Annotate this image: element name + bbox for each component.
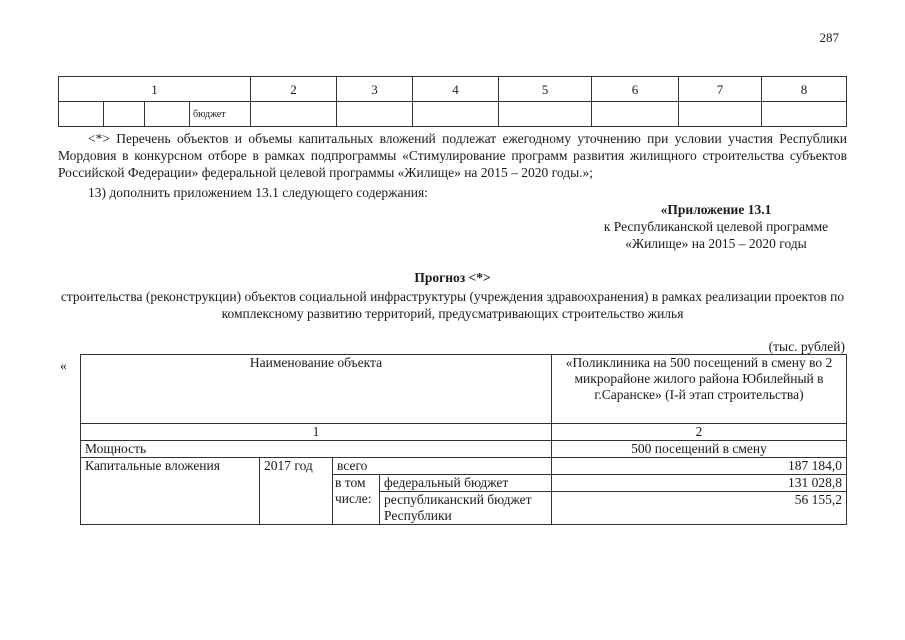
empty-cell <box>145 102 190 127</box>
federal-value: 131 028,8 <box>552 475 847 492</box>
item-13-paragraph: 13) дополнить приложением 13.1 следующего содержания: <box>88 185 428 200</box>
column-number: 4 <box>413 77 499 102</box>
republic-label: республиканский бюджет Республики <box>380 492 552 525</box>
forecast-table <box>80 354 847 525</box>
table-row <box>81 458 847 475</box>
appendix-title: «Приложение 13.1 <box>660 202 772 217</box>
empty-cell <box>552 510 847 525</box>
table-header-row <box>59 77 847 102</box>
empty-cell <box>251 102 337 127</box>
column-number: 3 <box>337 77 413 102</box>
year-cell: 2017 год <box>260 458 333 525</box>
empty-cell <box>679 102 762 127</box>
footnote-paragraph: <*> Перечень объектов и объемы капитальных вложений подлежат ежегодному уточнению при условии участия Республики Мордовия в конкурсном отборе в рамках подпрограммы «Стимулирование программ развития жилищного строительства субъектов Российской Федерации» федеральной целевой программы «Жилище» на 2015 – 2020 годы.»; <box>58 131 847 180</box>
total-value: 187 184,0 <box>552 458 847 475</box>
empty-cell <box>413 102 499 127</box>
open-quote: « <box>60 358 67 373</box>
forecast-subtitle: строительства (реконструкции) объектов социальной инфраструктуры (учреждения здравоохранения) в рамках реализации проектов по комплексному развитию территорий, предусматривающих строительство жилья <box>60 289 845 321</box>
empty-cell <box>337 102 413 127</box>
appendix-line: «Жилище» на 2015 – 2020 годы <box>625 236 807 251</box>
column-number: 1 <box>59 77 251 102</box>
column-number: 7 <box>679 77 762 102</box>
object-name-header: Наименование объекта <box>81 355 552 424</box>
empty-cell <box>499 102 592 127</box>
total-label: всего <box>333 458 552 475</box>
table-row <box>81 441 847 458</box>
capex-label: Капитальные вложения <box>81 458 260 525</box>
table-header-row <box>81 355 847 424</box>
empty-cell <box>762 102 847 127</box>
appendix-line: к Республиканской целевой программе <box>603 219 829 234</box>
including-label: в том числе: <box>333 475 380 525</box>
column-number: 6 <box>592 77 679 102</box>
column-number: 8 <box>762 77 847 102</box>
empty-cell <box>104 102 145 127</box>
column-number: 2 <box>552 424 847 441</box>
forecast-title: Прогноз <*> <box>414 270 491 285</box>
power-value: 500 посещений в смену <box>552 441 847 458</box>
empty-cell <box>59 102 104 127</box>
column-number: 2 <box>251 77 337 102</box>
budget-cell: бюджет <box>190 102 251 127</box>
column-number: 1 <box>81 424 552 441</box>
empty-cell <box>592 102 679 127</box>
object-header: «Поликлиника на 500 посещений в смену во 2 микрорайоне жилого района Юбилейный в г.Саранске» (I-й этап строительства) <box>552 355 847 424</box>
units-label: (тыс. рублей) <box>768 339 845 354</box>
federal-label: федеральный бюджет <box>380 475 552 492</box>
appendix-heading <box>585 201 847 252</box>
table-row <box>59 102 847 127</box>
column-number: 5 <box>499 77 592 102</box>
page-number: 287 <box>819 30 839 45</box>
republic-value: 56 155,2 <box>552 492 847 511</box>
power-label: Мощность <box>81 441 552 458</box>
table-row <box>81 424 847 441</box>
top-table <box>58 76 847 127</box>
